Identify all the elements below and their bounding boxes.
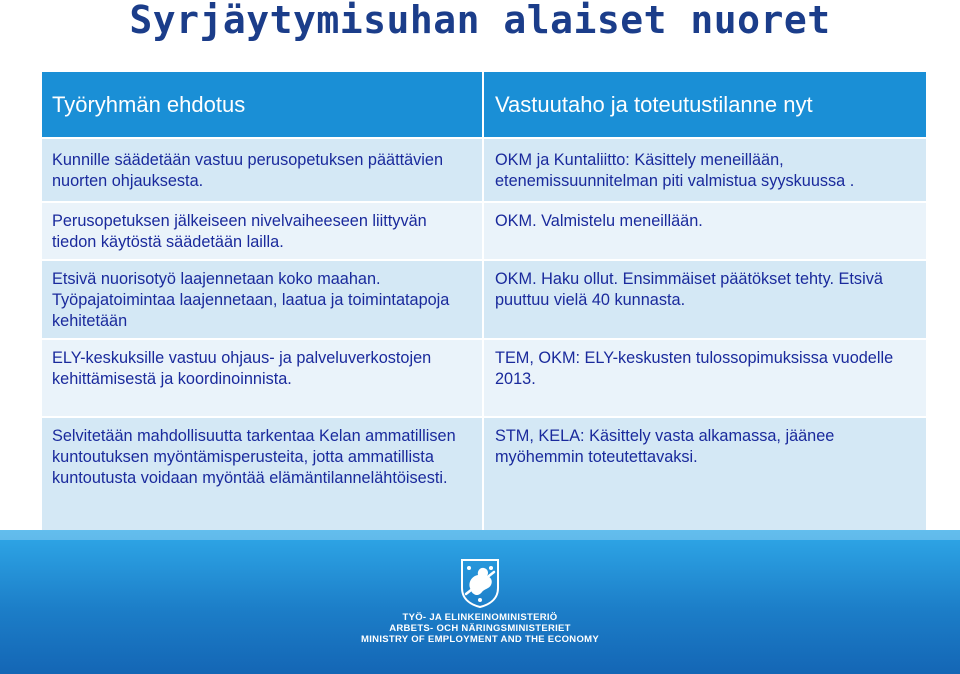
proposal-cell: ELY-keskuksille vastuu ohjaus- ja palveluverkostojen kehittämisestä ja koordinoinnista.: [42, 339, 483, 417]
table-row: [42, 417, 926, 533]
proposal-cell: Kunnille säädetään vastuu perusopetuksen päättävien nuorten ohjauksesta.: [42, 138, 483, 202]
proposal-cell: Etsivä nuorisotyö laajennetaan koko maahan. Työpajatoimintaa laajennetaan, laatua ja toimintatapoja kehitetään: [42, 260, 483, 339]
table-header-row: [42, 72, 926, 138]
proposal-status-table: [42, 72, 926, 533]
ministry-logo-text: [330, 612, 630, 645]
status-cell: OKM. Valmistelu meneillään.: [483, 202, 926, 260]
table-row: [42, 138, 926, 202]
table-row: [42, 202, 926, 260]
table-row: [42, 339, 926, 417]
column-header-status: Vastuutaho ja toteutustilanne nyt: [483, 72, 926, 138]
ministry-name-sv: ARBETS- OCH NÄRINGSMINISTERIET: [389, 623, 571, 634]
footer-highlight: [0, 530, 960, 540]
lion-coat-of-arms-icon: [456, 558, 504, 608]
page-title: Syrjäytymisuhan alaiset nuoret: [129, 0, 831, 42]
status-cell: STM, KELA: Käsittely vasta alkamassa, jäänee myöhemmin toteutettavaksi.: [483, 417, 926, 533]
proposal-cell: Selvitetään mahdollisuutta tarkentaa Kelan ammatillisen kuntoutuksen myöntämisperusteita, jotta ammatillista kuntoutusta voidaan myöntää elämäntilannelähtöisesti.: [42, 417, 483, 533]
table-row: [42, 260, 926, 339]
status-cell: OKM ja Kuntaliitto: Käsittely meneillään, etenemissuunnitelman piti valmistua syyskuussa .: [483, 138, 926, 202]
status-cell: OKM. Haku ollut. Ensimmäiset päätökset tehty. Etsivä puuttuu vielä 40 kunnasta.: [483, 260, 926, 339]
column-header-proposal: Työryhmän ehdotus: [42, 72, 483, 138]
status-cell: TEM, OKM: ELY-keskusten tulossopimuksissa vuodelle 2013.: [483, 339, 926, 417]
ministry-name-fi: TYÖ- JA ELINKEINOMINISTERIÖ: [402, 612, 558, 623]
ministry-name-en: MINISTRY OF EMPLOYMENT AND THE ECONOMY: [361, 634, 599, 645]
proposal-cell: Perusopetuksen jälkeiseen nivelvaiheeseen liittyvän tiedon käytöstä säädetään lailla.: [42, 202, 483, 260]
